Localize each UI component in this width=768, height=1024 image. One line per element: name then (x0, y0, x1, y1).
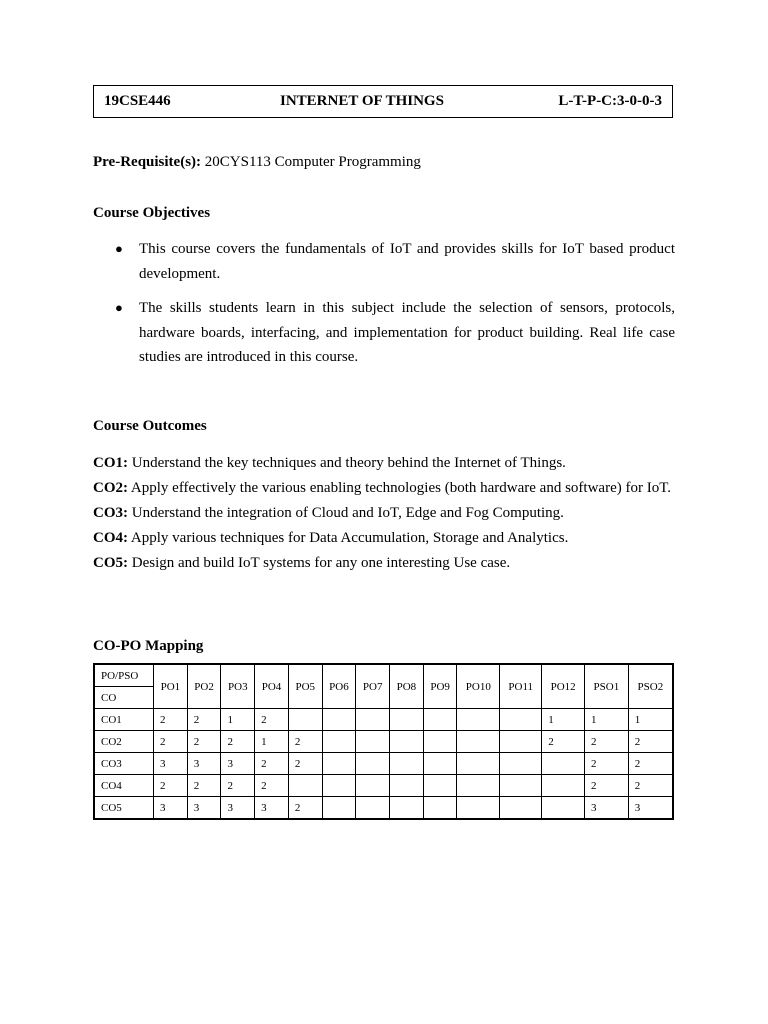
objectives-list (93, 237, 675, 380)
outcomes-heading: Course Outcomes (93, 418, 207, 434)
table-cell: 2 (628, 775, 673, 797)
table-cell: 2 (187, 709, 221, 731)
table-cell (288, 709, 322, 731)
column-header: PO5 (288, 664, 322, 709)
table-cell (500, 753, 542, 775)
column-header: PO8 (390, 664, 424, 709)
table-cell: 2 (288, 731, 322, 753)
outcome-item (93, 451, 673, 476)
co-po-mapping-table (93, 663, 674, 820)
outcome-code: CO2: (93, 480, 128, 496)
prerequisite-value: 20CYS113 Computer Programming (201, 154, 421, 170)
table-cell: 2 (187, 775, 221, 797)
mapping-heading: CO-PO Mapping (93, 638, 204, 654)
table-row (94, 797, 673, 820)
table-cell (322, 709, 356, 731)
table-row (94, 731, 673, 753)
prerequisite-label: Pre-Requisite(s): (93, 154, 202, 170)
corner-co: CO (94, 687, 154, 709)
table-cell: 2 (628, 753, 673, 775)
table-cell: 1 (585, 709, 629, 731)
table-cell (457, 775, 500, 797)
bullet-icon: ● (115, 300, 123, 315)
table-cell (390, 797, 424, 820)
table-cell: 2 (221, 775, 255, 797)
outcome-text: Apply effectively the various enabling technologies (both hardware and software) for IoT. (128, 480, 672, 496)
column-header: PO9 (423, 664, 457, 709)
table-cell (322, 797, 356, 820)
table-row (94, 775, 673, 797)
table-cell (322, 731, 356, 753)
course-code: 19CSE446 (104, 93, 171, 109)
table-cell: 3 (221, 797, 255, 820)
table-cell (500, 797, 542, 820)
row-co-label: CO3 (94, 753, 154, 775)
table-cell (500, 709, 542, 731)
objective-item (93, 296, 675, 370)
table-cell: 3 (187, 753, 221, 775)
outcome-text: Design and build IoT systems for any one interesting Use case. (128, 555, 511, 571)
column-header: PO4 (255, 664, 289, 709)
table-cell: 3 (628, 797, 673, 820)
table-cell (457, 731, 500, 753)
table-cell: 3 (154, 797, 188, 820)
table-cell: 3 (585, 797, 629, 820)
column-header: PSO2 (628, 664, 673, 709)
column-header: PO1 (154, 664, 188, 709)
table-cell: 1 (255, 731, 289, 753)
outcome-text: Understand the key techniques and theory behind the Internet of Things. (128, 455, 566, 471)
prerequisite (93, 154, 421, 171)
table-cell (390, 753, 424, 775)
outcome-item (93, 526, 673, 551)
objective-item (93, 237, 675, 286)
table-cell: 2 (585, 731, 629, 753)
table-cell: 2 (255, 753, 289, 775)
column-header: PSO1 (585, 664, 629, 709)
table-cell: 2 (585, 775, 629, 797)
table-cell (542, 775, 585, 797)
course-header (93, 85, 673, 118)
row-co-label: CO1 (94, 709, 154, 731)
column-header: PO3 (221, 664, 255, 709)
table-cell (423, 797, 457, 820)
table-cell: 2 (628, 731, 673, 753)
table-cell: 2 (187, 731, 221, 753)
table-cell (288, 775, 322, 797)
table-cell (457, 797, 500, 820)
objectives-heading: Course Objectives (93, 205, 211, 221)
table-cell (390, 775, 424, 797)
table-cell: 2 (154, 775, 188, 797)
table-cell: 3 (187, 797, 221, 820)
table-cell (356, 775, 390, 797)
row-co-label: CO5 (94, 797, 154, 820)
row-co-label: CO4 (94, 775, 154, 797)
row-co-label: CO2 (94, 731, 154, 753)
column-header: PO11 (500, 664, 542, 709)
table-cell: 3 (255, 797, 289, 820)
table-cell (322, 753, 356, 775)
table-cell: 1 (628, 709, 673, 731)
table-cell: 1 (221, 709, 255, 731)
outcome-item (93, 501, 673, 526)
outcome-item (93, 476, 673, 501)
table-cell: 3 (221, 753, 255, 775)
table-header-row (94, 664, 673, 687)
table-cell (500, 775, 542, 797)
table-cell (356, 797, 390, 820)
table-cell: 1 (542, 709, 585, 731)
outcome-text: Apply various techniques for Data Accumulation, Storage and Analytics. (128, 530, 569, 546)
table-cell (423, 731, 457, 753)
table-cell (423, 775, 457, 797)
table-row (94, 753, 673, 775)
outcomes-list (93, 451, 673, 576)
corner-po-pso: PO/PSO (94, 664, 154, 687)
table-cell: 2 (255, 709, 289, 731)
table-cell: 2 (288, 753, 322, 775)
bullet-icon: ● (115, 241, 123, 256)
table-cell (423, 753, 457, 775)
column-header: PO12 (542, 664, 585, 709)
outcome-code: CO5: (93, 555, 128, 571)
table-cell (356, 709, 390, 731)
ltpc: L-T-P-C:3-0-0-3 (558, 93, 662, 109)
table-cell (457, 753, 500, 775)
table-cell: 2 (154, 731, 188, 753)
column-header: PO7 (356, 664, 390, 709)
table-cell: 2 (154, 709, 188, 731)
table-cell: 2 (288, 797, 322, 820)
column-header: PO10 (457, 664, 500, 709)
table-cell (356, 731, 390, 753)
table-cell (423, 709, 457, 731)
table-cell: 2 (221, 731, 255, 753)
objective-text: The skills students learn in this subject include the selection of sensors, protocols, hardware boards, interfacing, and implementation for product building. Real life case studies are introduced in this course. (139, 300, 675, 365)
table-cell (390, 731, 424, 753)
outcome-code: CO3: (93, 505, 128, 521)
column-header: PO6 (322, 664, 356, 709)
table-cell: 2 (542, 731, 585, 753)
outcome-item (93, 551, 673, 576)
table-cell (390, 709, 424, 731)
table-cell: 3 (154, 753, 188, 775)
table-cell (542, 753, 585, 775)
objective-text: This course covers the fundamentals of IoT and provides skills for IoT based product development. (139, 241, 675, 282)
table-cell (356, 753, 390, 775)
outcome-text: Understand the integration of Cloud and IoT, Edge and Fog Computing. (128, 505, 564, 521)
outcome-code: CO4: (93, 530, 128, 546)
table-cell (322, 775, 356, 797)
table-cell: 2 (255, 775, 289, 797)
outcome-code: CO1: (93, 455, 128, 471)
table-cell (500, 731, 542, 753)
table-cell: 2 (585, 753, 629, 775)
table-cell (542, 797, 585, 820)
table-row (94, 709, 673, 731)
course-title: INTERNET OF THINGS (280, 93, 444, 109)
column-header: PO2 (187, 664, 221, 709)
table-cell (457, 709, 500, 731)
